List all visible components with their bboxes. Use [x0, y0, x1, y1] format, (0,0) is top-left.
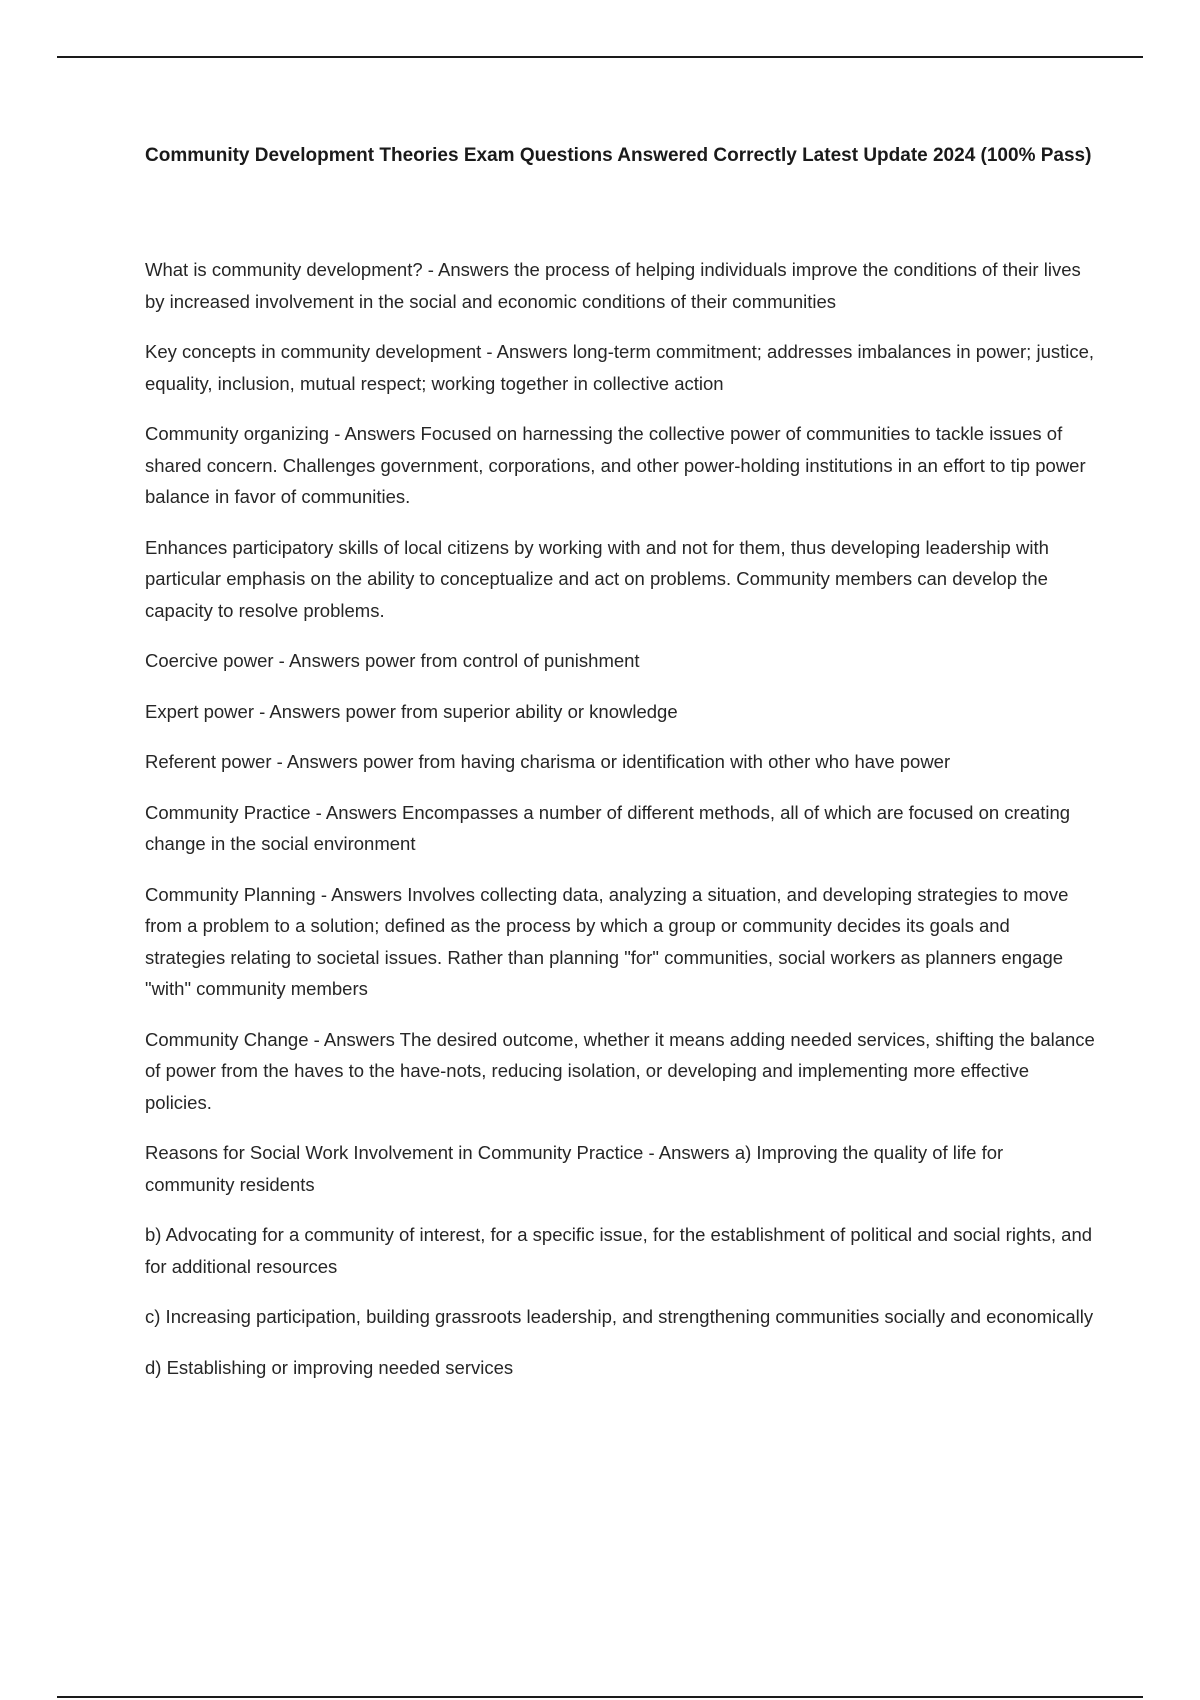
paragraph-community-practice: Community Practice - Answers Encompasses a number of different methods, all of which are focused on creating change in the social environment	[145, 801, 1071, 854]
paragraph-community-organizing: Community organizing - Answers Focused on harnessing the collective power of communities to tackle issues of shared concern. Challenges government, corporations, and other power-holding institutions in an effort to tip power balance in favor of communities.	[145, 423, 1086, 507]
paragraph-participatory-skills: Enhances participatory skills of local citizens by working with and not for them, thus developing leadership with particular emphasis on the ability to conceptualize and act on problems. Community members can develop the capacity to resolve problems.	[145, 536, 1049, 621]
paragraph-community-planning: Community Planning - Answers Involves collecting data, analyzing a situation, and developing strategies to move from a problem to a solution; defined as the process by which a group or community decides its goals and strategies relating to societal issues. Rather than planning "for" communities, social workers as planners engage "with" community members	[145, 883, 1069, 999]
paragraph-key-concepts: Key concepts in community development - Answers long-term commitment; addresses imbalances in power; justice, equality, inclusion, mutual respect; working together in collective action	[145, 341, 1095, 394]
paragraph-reasons-c: c) Increasing participation, building grassroots leadership, and strengthening communities socially and economically	[145, 1306, 1094, 1327]
paragraph-reasons-b: b) Advocating for a community of interest, for a specific issue, for the establishment of political and social rights, and for additional resources	[145, 1224, 1093, 1277]
document-body	[145, 140, 1095, 1402]
paragraph-community-change: Community Change - Answers The desired outcome, whether it means adding needed services, shifting the balance of power from the haves to the have-nots, reducing isolation, or developing and implementing more effective policies.	[145, 1028, 1095, 1113]
bottom-rule	[57, 1696, 1143, 1698]
paragraph-referent-power: Referent power - Answers power from having charisma or identification with other who have power	[145, 751, 951, 772]
paragraph-coercive-power: Coercive power - Answers power from control of punishment	[145, 650, 640, 671]
paragraph-expert-power: Expert power - Answers power from superior ability or knowledge	[145, 700, 678, 722]
paragraph-community-development: What is community development? - Answers the process of helping individuals improve the conditions of their lives by increased involvement in the social and economic conditions of their communities	[145, 259, 1081, 312]
paragraph-reasons-d: d) Establishing or improving needed services	[145, 1356, 514, 1378]
document-title: Community Development Theories Exam Questions Answered Correctly Latest Update 2024 (100% Pass)	[145, 145, 1092, 166]
paragraph-reasons-a: Reasons for Social Work Involvement in Community Practice - Answers a) Improving the quality of life for community residents	[145, 1142, 1004, 1195]
top-rule	[57, 56, 1143, 58]
